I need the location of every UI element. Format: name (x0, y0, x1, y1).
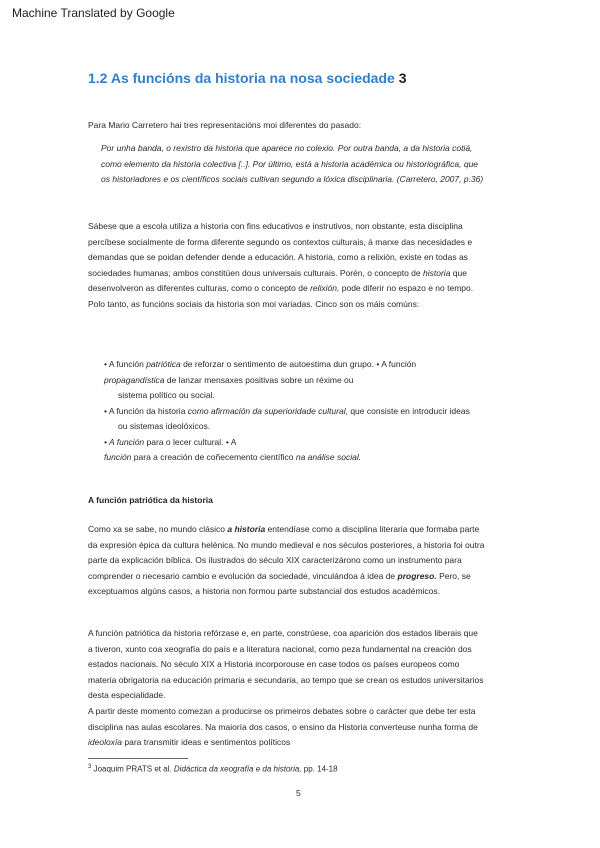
text-line: exceptuamos algúns casos, a historia non formou parte substancial dos estudos académicos. (88, 586, 441, 596)
heading-footnote-ref: 3 (398, 70, 407, 86)
text-span: pp. 14-18 (301, 764, 338, 774)
quote-line: os historiadores e os científicos sociais cultivan segundo a lóxica disciplinaria. (Carretero, 2007, p.36) (101, 174, 484, 184)
paragraph-3 (88, 626, 518, 704)
intro-paragraph: Para Mario Carretero hai tres representacións moi diferentes do pasado: (88, 120, 362, 130)
text-line: da expresión épica da cultura helénica. No mundo medieval e nos séculos posteriores, a historia foi outra (88, 539, 485, 550)
block-quote (101, 141, 531, 188)
list-item (104, 404, 524, 420)
text-span: Joaquim PRATS et al. (91, 764, 174, 774)
text-span: sociedades humanas; ambos constitúen dous universais culturais. Porén, o concepto de (88, 267, 424, 278)
text-span: • A función (104, 359, 147, 369)
subsection-heading: A función patriótica da historia (88, 495, 213, 505)
text-line: Sábese que a escola utiliza a historia con fins educativos e instrutivos, non obstante, esta disciplina (88, 221, 463, 231)
text-line (88, 569, 518, 585)
heading-text: 1.2 As funcións da historia na nosa sociedade (88, 70, 399, 86)
quote-line: Por unha banda, o rexistro da historia que aparece no colexio. Por outra banda, a da historia cotiá, (101, 143, 473, 153)
italic-term: función (104, 452, 132, 462)
section-heading (88, 70, 406, 86)
paragraph-1 (88, 219, 518, 312)
italic-term: • A función (104, 436, 145, 447)
text-span: desenvolveron as diferentes culturas, como o concepto de (88, 283, 311, 293)
text-line: A partir deste momento comezan a producirse os primeiros debates sobre o carácter que debe ter esta (88, 706, 476, 716)
text-span: • A función da historia (104, 405, 188, 416)
text-span: para transmitir ideas e sentimentos políticos (122, 737, 291, 747)
text-span: Como xa se sabe, no mundo clásico (88, 524, 228, 534)
emphasis-term: progreso. (397, 570, 437, 581)
functions-list (104, 357, 524, 466)
list-item (104, 357, 524, 373)
footnote-divider (88, 758, 188, 759)
text-span: para a creación de coñecemento científico (131, 452, 296, 462)
text-span: entendíase como a disciplina literaria que formaba parte (265, 524, 480, 534)
text-line: parte da explicación bíblica. Os ilustrados do século XIX caracterizárono como un instrumento para (88, 555, 462, 565)
text-span: para o lecer cultural. • A (144, 436, 237, 447)
text-span: de reforzar o sentimento de autoestima dun grupo. • A función (180, 359, 417, 369)
text-span: comprender o necesario cambio e evolución da sociedade, vinculándoa á idea de (88, 570, 398, 581)
text-line (88, 735, 518, 751)
text-span: Pero, se (436, 570, 471, 581)
list-item (104, 373, 524, 389)
text-line: estados nacionais. No século XIX a Historia incorporouse en case todos os países europeos como (88, 659, 460, 669)
text-line: percíbese socialmente de forma diferente segundo os contextos culturais, á marxe das necesidades e (88, 236, 473, 247)
text-span: pode diferir no espazo e no tempo. (339, 283, 474, 293)
text-line: A función patriótica da historia refórzase e, en parte, constrúese, coa aparición dos estados liberais que (88, 628, 478, 638)
text-span: que (450, 267, 467, 278)
text-line: Polo tanto, as funcións sociais da historia son moi variadas. Cinco son os máis comúns: (88, 298, 420, 309)
italic-term: como afirmación da superioridade cultural, (187, 405, 348, 416)
paragraph-2 (88, 522, 518, 600)
italic-term: relixión, (310, 283, 340, 293)
list-item (104, 435, 524, 451)
footnote (88, 764, 338, 774)
italic-term: patriótica (146, 359, 181, 369)
text-line: materia obrigatoria na educación primaria e secundaria, ao tempo que se crean os estudos universitarios (88, 674, 484, 685)
page-number: 5 (296, 788, 301, 798)
italic-term: ideoloxía (88, 737, 123, 747)
text-span: que consiste en introducir ideas (347, 405, 470, 416)
text-line (88, 281, 518, 297)
text-line (88, 522, 518, 538)
italic-term: na análise social. (295, 452, 362, 462)
text-line: demandas que se poidan defender dende a educación. A historia, como a relixión, existe en todas as (88, 252, 468, 262)
machine-translation-banner: Machine Translated by Google (12, 6, 175, 20)
emphasis-term: a historia (227, 524, 266, 534)
text-span: de lanzar mensaxes positivas sobre un réxime ou (164, 374, 354, 385)
text-line (88, 266, 518, 282)
italic-term: Didáctica da xeografía e da historia, (173, 764, 302, 774)
paragraph-4 (88, 704, 518, 751)
text-line: a tiveron, xunto coa xeografía do país e a literatura nacional, como peza fundamental na creación dos (88, 643, 472, 654)
footnote-number: 3 (88, 764, 92, 770)
text-line: disciplina nas aulas escolares. Na maioría dos casos, o ensino da Historia converteuse nunha forma de (88, 721, 478, 732)
italic-term: propagandística (104, 374, 165, 385)
italic-term: historia (423, 267, 451, 278)
text-line: desta especialidade. (88, 690, 166, 700)
list-item-continuation: ou sistemas ideolóxicos. (118, 421, 211, 431)
list-item-continuation: sistema político ou social. (118, 390, 215, 400)
quote-line: como elemento da historia colectiva [..]. Por último, está a historia académica ou historiográfica, que (101, 158, 479, 169)
list-item (104, 450, 524, 466)
